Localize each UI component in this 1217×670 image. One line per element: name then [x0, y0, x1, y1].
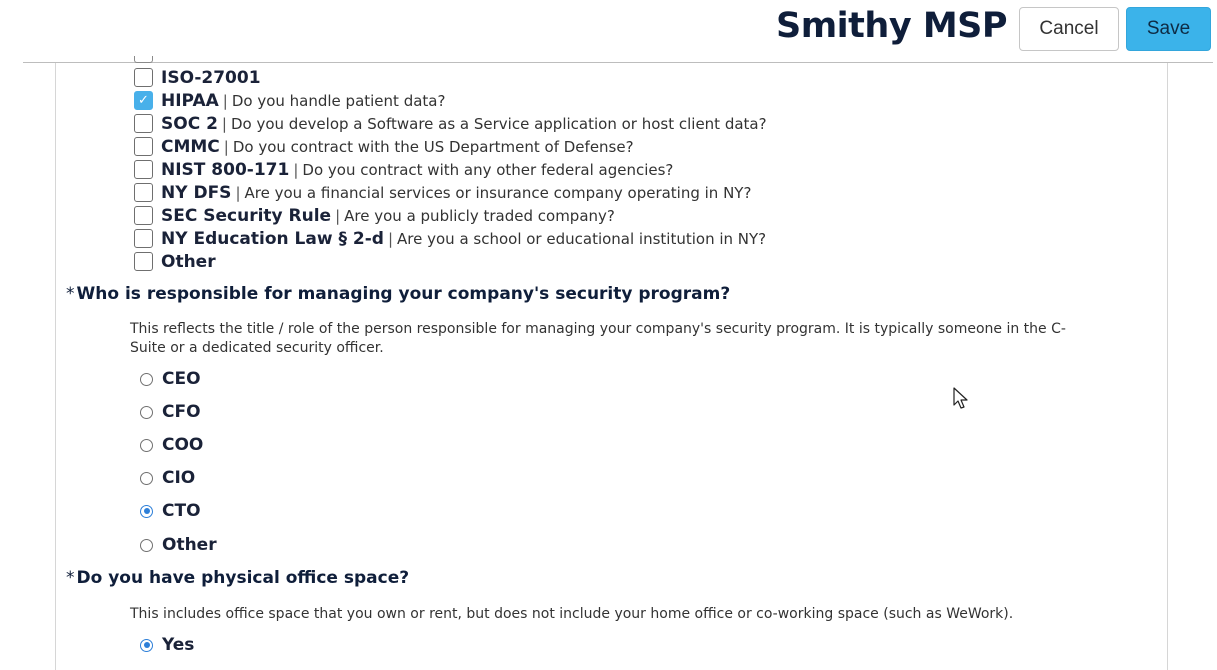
- framework-item-other[interactable]: [134, 250, 767, 273]
- framework-name: NY Education Law § 2-d: [161, 228, 384, 249]
- separator: |: [221, 114, 227, 133]
- question-help-text: This reflects the title / role of the person responsible for managing your company's security program. It is typically someone in the C-Suite or a dedicated security officer.: [130, 321, 1066, 356]
- checkbox[interactable]: [134, 160, 153, 179]
- framework-name: SEC Security Rule: [161, 205, 332, 226]
- framework-name: HIPAA: [161, 90, 219, 111]
- radio-option-other[interactable]: [140, 533, 217, 557]
- checkbox[interactable]: [134, 137, 153, 156]
- brand-title: Smithy MSP: [776, 6, 1008, 46]
- checkmark-icon: ✓: [138, 93, 149, 108]
- question-help-text: This includes office space that you own or rent, but does not include your home office or co-working space (such as WeWork).: [130, 606, 1014, 622]
- radio-button[interactable]: [140, 406, 153, 419]
- separator: |: [235, 183, 241, 202]
- radio-button[interactable]: [140, 439, 153, 452]
- radio-label: Other: [162, 535, 217, 555]
- radio-option-ceo[interactable]: [140, 367, 201, 391]
- framework-item-soc-2[interactable]: [134, 112, 767, 135]
- radio-option-yes[interactable]: [140, 633, 194, 657]
- framework-name: SOC 2: [161, 113, 218, 134]
- panel-border-right: [1167, 63, 1168, 670]
- radio-label: CFO: [162, 402, 201, 422]
- checkbox[interactable]: [134, 68, 153, 87]
- cancel-button[interactable]: Cancel: [1019, 7, 1119, 51]
- framework-question: Do you develop a Software as a Service application or host client data?: [230, 114, 767, 133]
- radio-button-selected[interactable]: [140, 505, 153, 518]
- header-divider: [23, 62, 1213, 63]
- framework-name: CMMC: [161, 136, 220, 157]
- save-button[interactable]: Save: [1126, 7, 1211, 51]
- question-office-space: [66, 568, 409, 588]
- radio-option-cfo[interactable]: [140, 400, 201, 424]
- separator: |: [293, 160, 299, 179]
- required-mark: *: [66, 284, 75, 304]
- question-title: Do you have physical office space?: [76, 568, 410, 588]
- framework-item-iso-27001[interactable]: [134, 66, 767, 89]
- mouse-cursor-icon: [953, 387, 969, 411]
- framework-checklist: [134, 66, 767, 273]
- panel-border-left: [55, 63, 56, 670]
- question-security-owner: [66, 284, 730, 304]
- framework-item-cmmc[interactable]: [134, 135, 767, 158]
- checkbox[interactable]: [134, 114, 153, 133]
- separator: |: [223, 137, 229, 156]
- required-mark: *: [66, 568, 75, 588]
- radio-option-cio[interactable]: [140, 466, 195, 490]
- header-bar: [0, 0, 1217, 62]
- framework-question: Do you contract with any other federal agencies?: [302, 160, 674, 179]
- radio-label: CEO: [162, 369, 201, 389]
- framework-item-sec-security-rule[interactable]: [134, 204, 767, 227]
- framework-name: ISO-27001: [161, 67, 261, 88]
- radio-button[interactable]: [140, 539, 153, 552]
- checkbox[interactable]: [134, 252, 153, 271]
- framework-item-nist-800-171[interactable]: [134, 158, 767, 181]
- checkbox-checked[interactable]: [134, 91, 153, 110]
- framework-name: Other: [161, 251, 216, 272]
- radio-button-selected[interactable]: [140, 639, 153, 652]
- framework-name: NIST 800-171: [161, 159, 290, 180]
- framework-question: Are you a school or educational institution in NY?: [397, 229, 767, 248]
- partial-checkbox-above[interactable]: [134, 56, 153, 63]
- checkbox[interactable]: [134, 183, 153, 202]
- framework-question: Do you contract with the US Department of Defense?: [232, 137, 634, 156]
- radio-option-cto[interactable]: [140, 499, 201, 523]
- radio-label: Yes: [162, 635, 195, 655]
- question-title: Who is responsible for managing your company's security program?: [76, 284, 731, 304]
- radio-label: COO: [162, 435, 204, 455]
- checkbox[interactable]: [134, 206, 153, 225]
- radio-label: CIO: [162, 468, 196, 488]
- checkbox[interactable]: [134, 229, 153, 248]
- separator: |: [387, 229, 394, 248]
- radio-label: CTO: [162, 501, 201, 521]
- radio-button[interactable]: [140, 373, 153, 386]
- framework-name: NY DFS: [161, 182, 232, 203]
- framework-item-hipaa[interactable]: [134, 89, 767, 112]
- separator: |: [335, 206, 341, 225]
- radio-button[interactable]: [140, 472, 153, 485]
- framework-item-ny-education-law[interactable]: [134, 227, 767, 250]
- radio-option-coo[interactable]: [140, 433, 203, 457]
- separator: |: [222, 91, 228, 110]
- framework-question: Are you a financial services or insurance company operating in NY?: [244, 183, 752, 202]
- framework-item-ny-dfs[interactable]: [134, 181, 767, 204]
- framework-question: Do you handle patient data?: [231, 91, 446, 110]
- framework-question: Are you a publicly traded company?: [344, 206, 615, 225]
